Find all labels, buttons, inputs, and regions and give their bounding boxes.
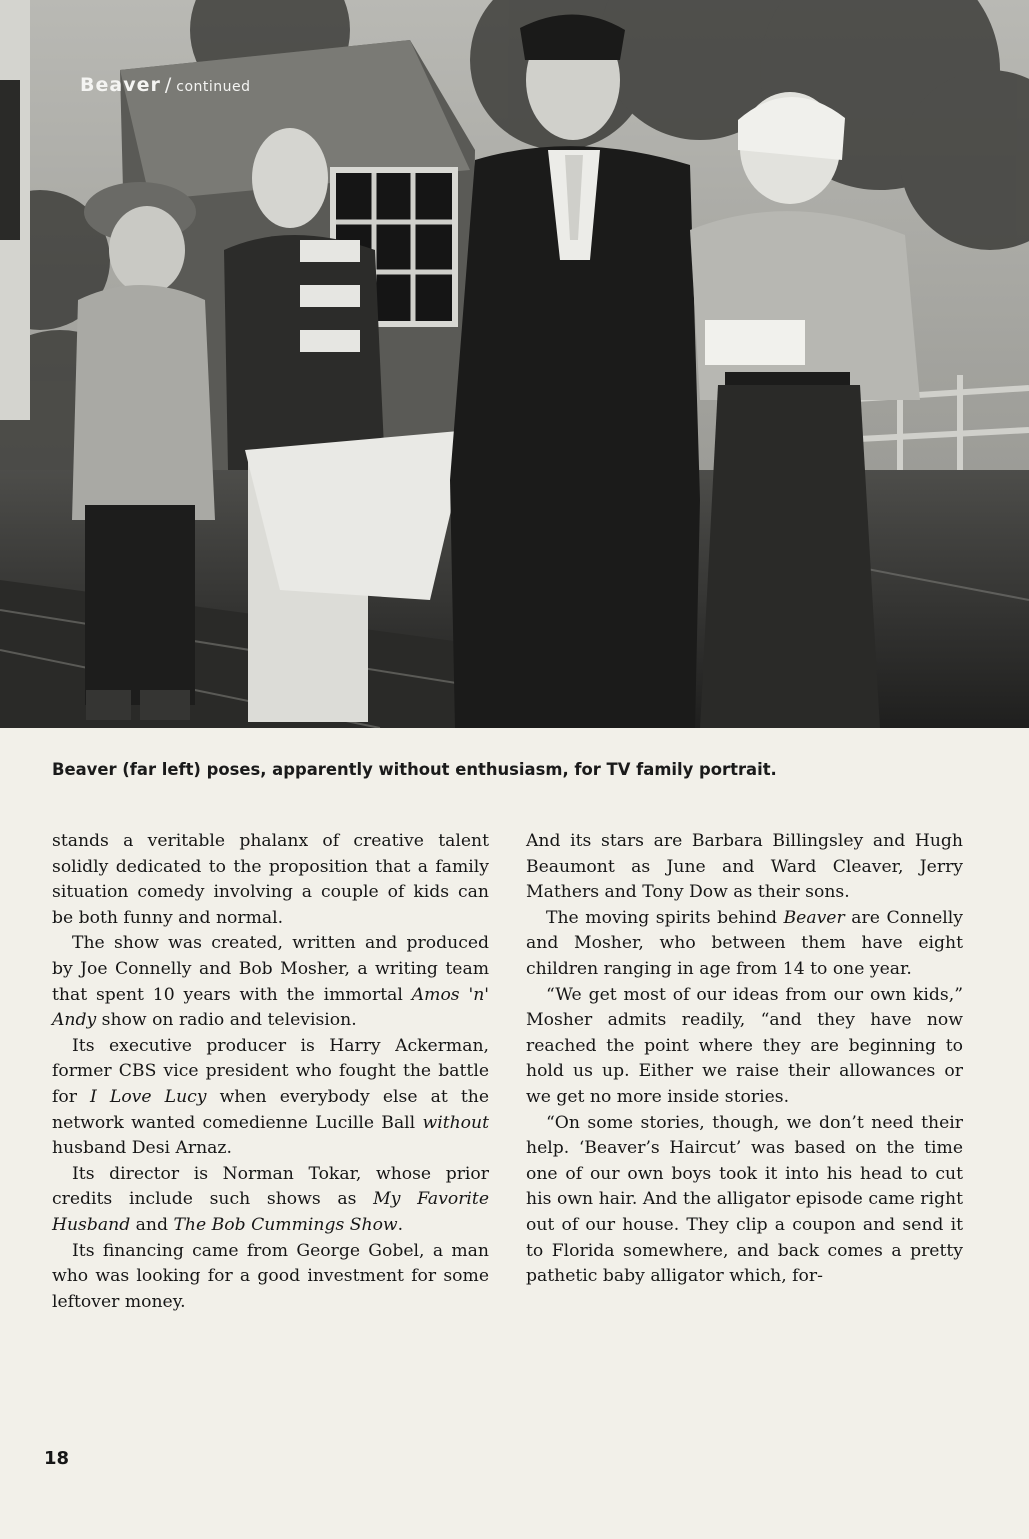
section-subtitle: continued: [176, 79, 251, 95]
italic-title: I Love Lucy: [90, 1086, 207, 1107]
section-header: [80, 74, 251, 96]
text-run: .: [397, 1214, 404, 1235]
article-paragraph: [526, 1111, 963, 1290]
section-slash: /: [164, 74, 173, 96]
text-run: stands a veritable phalanx of creative talent solidly dedicated to the proposition that a family situation comedy involving a couple of kids can be both funny and normal.: [52, 831, 489, 928]
text-run: and: [130, 1214, 174, 1235]
photo-caption: Beaver (far left) poses, apparently without enthusiasm, for TV family portrait.: [52, 760, 777, 779]
article-paragraph: [526, 983, 963, 1111]
article-paragraph: [52, 1034, 489, 1162]
text-run: show on radio and television.: [96, 1010, 357, 1031]
article-paragraph: [52, 931, 489, 1033]
italic-title: without: [422, 1112, 489, 1133]
article-paragraph: [526, 829, 963, 906]
family-portrait-photo: [0, 0, 1029, 728]
text-run: The show was created, written and produced by Joe Connelly and Bob Mosher, a writing team that spent 10 years with the immortal: [52, 933, 489, 1005]
text-run: “On some stories, though, we don’t need their help. ‘Beaver’s Haircut’ was based on the time one of our own boys took it into his head to cut his own hair. And the alligator episode came right out of our house. They clip a coupon and send it to Florida somewhere, and back comes a pretty pathetic baby alligator which, for-: [526, 1112, 963, 1287]
text-run: are Connelly and Mosher, who between them have eight children ranging in age from 14 to one year.: [526, 907, 963, 979]
article-paragraph: [52, 1162, 489, 1239]
text-run: when everybody else at the network wanted comedienne Lucille Ball: [52, 1086, 490, 1133]
text-run: Its executive producer is Harry Ackerman, former CBS vice president who fought the battle for: [52, 1035, 489, 1107]
article-column-left: [52, 829, 489, 1315]
photo-illustration: [0, 0, 1029, 728]
italic-title: My Favorite Husband: [52, 1189, 489, 1235]
article-paragraph: [52, 1239, 489, 1316]
article-column-right: [526, 829, 963, 1290]
italic-title: Beaver: [783, 907, 845, 928]
section-title: Beaver: [80, 74, 161, 96]
article-paragraph: [52, 829, 489, 931]
text-run: The moving spirits behind: [546, 907, 784, 928]
text-run: husband Desi Arnaz.: [52, 1138, 232, 1159]
article-paragraph: [526, 906, 963, 983]
text-run: Its director is Norman Tokar, whose prior credits include such shows as: [52, 1163, 489, 1210]
page-number: 18: [44, 1448, 70, 1469]
italic-title: Amos 'n' Andy: [52, 984, 489, 1031]
text-run: “We get most of our ideas from our own kids,” Mosher admits readily, “and they have now reached the point where they are beginning to hold us up. Either we raise their allowances or we get no more inside stories.: [526, 984, 963, 1107]
text-run: Its financing came from George Gobel, a man who was looking for a good investment for some leftover money.: [52, 1240, 489, 1312]
italic-title: The Bob Cummings Show: [173, 1214, 398, 1235]
text-run: And its stars are Barbara Billingsley and Hugh Beaumont as June and Ward Cleaver, Jerry Mathers and Tony Dow as their sons.: [526, 831, 963, 903]
